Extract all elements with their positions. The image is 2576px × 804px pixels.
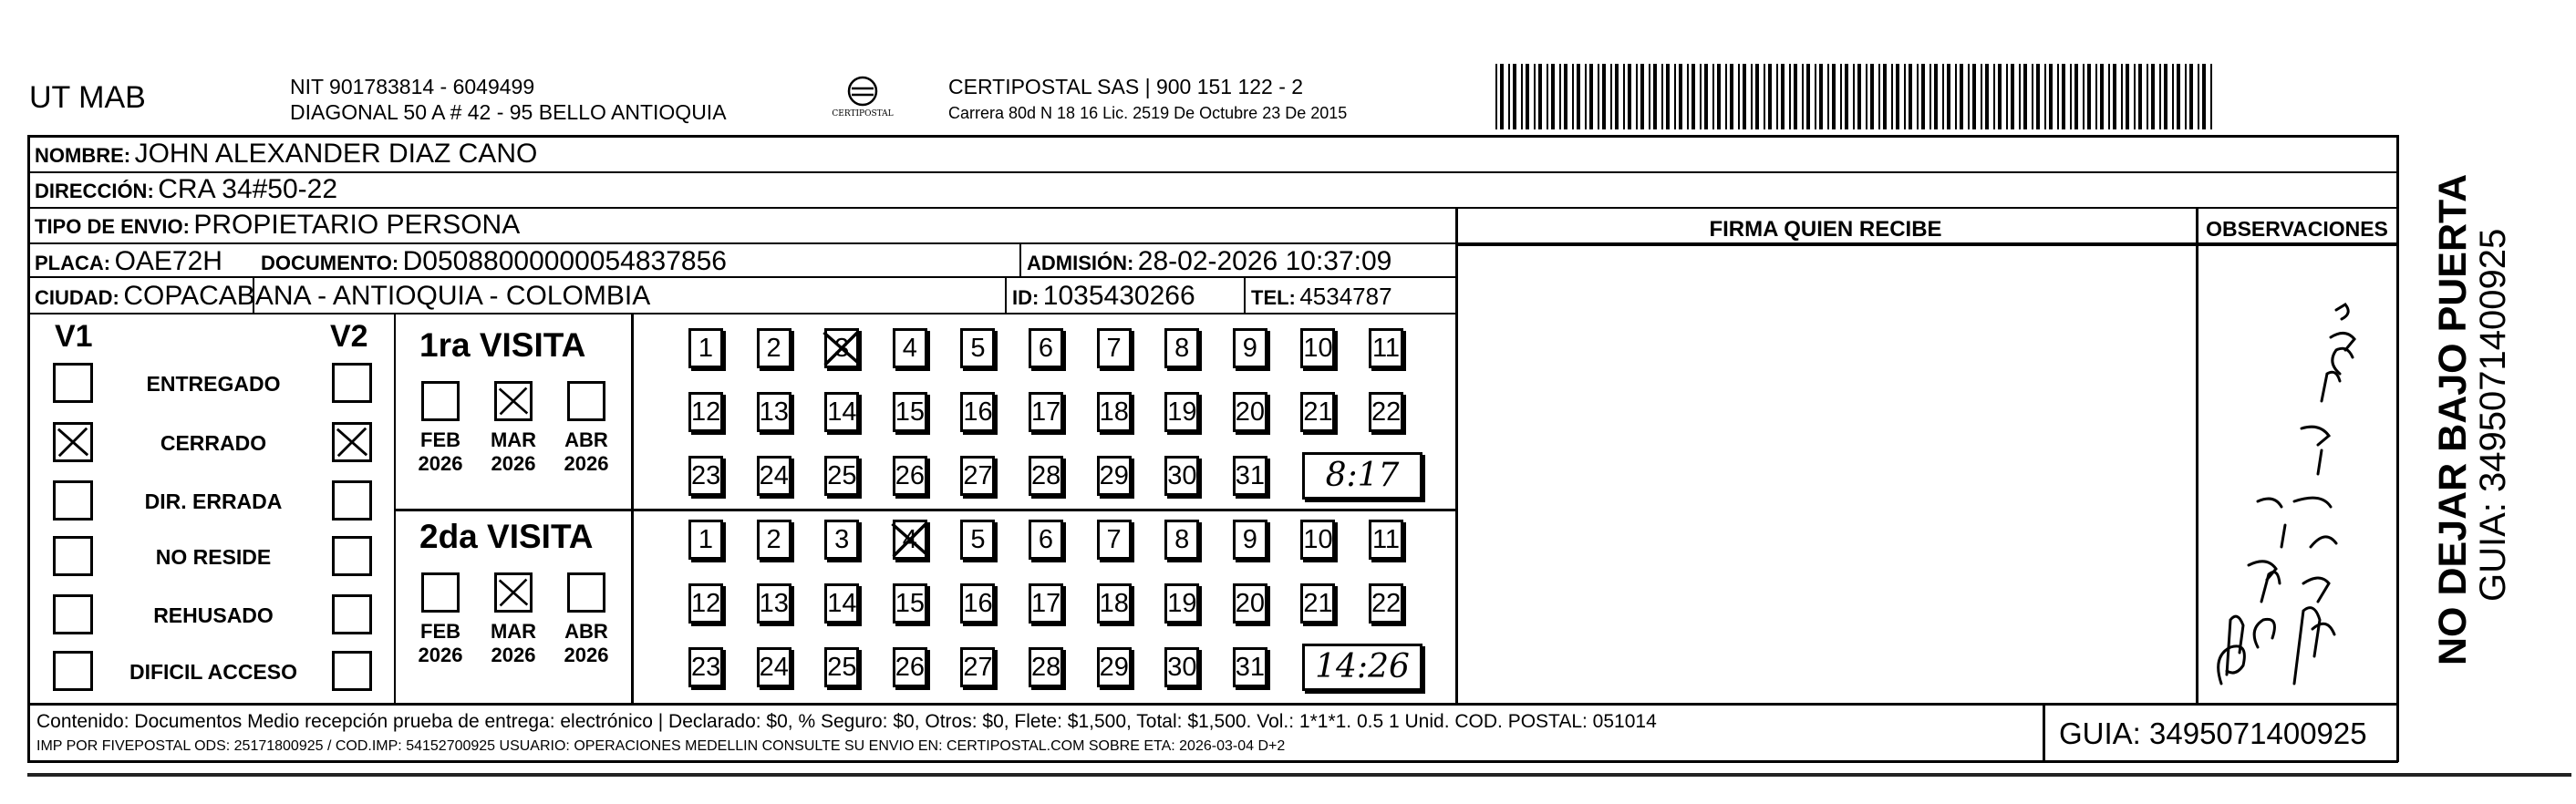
- visit1-year-label: 2026: [564, 452, 609, 475]
- placa-label: PLACA:: [35, 252, 111, 274]
- ciudad-field: [35, 281, 650, 312]
- visit1-day-box[interactable]: 9: [1233, 328, 1267, 368]
- logo-text: CERTIPOSTAL: [832, 109, 894, 119]
- visit1-day-box[interactable]: 26: [893, 456, 927, 496]
- tipo-value: PROPIETARIO PERSONA: [193, 210, 521, 240]
- documento-field: [261, 246, 727, 277]
- visit2-day-box[interactable]: 20: [1233, 583, 1267, 624]
- visit1-day-box[interactable]: 22: [1369, 392, 1403, 432]
- visit2-month-label: ABR: [564, 620, 608, 643]
- visit1-day-box[interactable]: 31: [1233, 456, 1267, 496]
- visit1-day-box[interactable]: 4: [893, 328, 927, 368]
- visit1-day-box[interactable]: 20: [1233, 392, 1267, 432]
- footer-content-line: Contenido: Documentos Medio recepción prueba de entrega: electrónico | Declarado: $0, % Seguro: $0, Otros: $0, Flete: $1,500, Total: $1,500. Vol.: 1*1*1. 0.5 1 Unid. COD. POSTAL: 051014: [36, 711, 1657, 732]
- visit2-day-box[interactable]: 14: [824, 583, 859, 624]
- tel-field: [1251, 283, 1392, 311]
- v1-checkbox[interactable]: [53, 422, 93, 462]
- side-guia: GUIA: 3495071400925: [2473, 228, 2513, 602]
- v1-checkbox[interactable]: [53, 536, 93, 576]
- visit2-day-box[interactable]: 1: [688, 520, 723, 560]
- v2-checkbox[interactable]: [332, 422, 372, 462]
- visit1-day-box[interactable]: 21: [1300, 392, 1335, 432]
- v2-checkbox[interactable]: [332, 363, 372, 403]
- v1-checkbox[interactable]: [53, 594, 93, 634]
- visit2-year-label: 2026: [418, 644, 463, 666]
- visit2-day-box[interactable]: 30: [1164, 647, 1199, 687]
- visit1-day-box[interactable]: 16: [960, 392, 995, 432]
- visit1-day-box[interactable]: 1: [688, 328, 723, 368]
- v2-checkbox[interactable]: [332, 480, 372, 521]
- visit2-day-box[interactable]: 12: [688, 583, 723, 624]
- visit2-day-box[interactable]: 9: [1233, 520, 1267, 560]
- visit2-day-box[interactable]: 22: [1369, 583, 1403, 624]
- visit2-month-checkbox[interactable]: [421, 572, 460, 613]
- visit1-month-checkbox[interactable]: [494, 381, 533, 421]
- visit1-day-box[interactable]: 10: [1300, 328, 1335, 368]
- id-label: ID:: [1012, 286, 1040, 309]
- visit1-day-box[interactable]: 8: [1164, 328, 1199, 368]
- visit1-day-box[interactable]: 11: [1369, 328, 1403, 368]
- direccion-label: DIRECCIÓN:: [35, 180, 154, 202]
- sender-name: UT MAB: [29, 80, 146, 115]
- ciudad-label: CIUDAD:: [35, 286, 119, 309]
- status-label: CERRADO: [160, 431, 267, 455]
- nombre-value: JOHN ALEXANDER DIAZ CANO: [134, 139, 538, 169]
- visit1-day-box[interactable]: 15: [893, 392, 927, 432]
- visit1-day-box[interactable]: 25: [824, 456, 859, 496]
- visit2-day-box[interactable]: 6: [1029, 520, 1063, 560]
- admision-field: [1027, 246, 1391, 277]
- visit2-time-handwritten: 14:26: [1315, 648, 1410, 685]
- visit1-day-box[interactable]: 3: [824, 328, 859, 368]
- footer-print-line: IMP POR FIVEPOSTAL ODS: 25171800925 / COD.IMP: 54152700925 USUARIO: OPERACIONES MEDELLIN CONSULTE SU ENVIO EN: CERTIPOSTAL.COM SOBRE ETA: 2026-03-04 D+2: [36, 738, 1286, 754]
- visit2-day-box[interactable]: 23: [688, 647, 723, 687]
- visit1-day-box[interactable]: 2: [757, 328, 791, 368]
- placa-field: [35, 246, 222, 277]
- visit2-day-box[interactable]: 5: [960, 520, 995, 560]
- id-field: [1012, 281, 1195, 312]
- side-warning: NO DEJAR BAJO PUERTA: [2431, 173, 2475, 665]
- direccion-row: [35, 174, 337, 205]
- visit1-year-label: 2026: [491, 452, 536, 475]
- visit2-day-box[interactable]: 29: [1097, 647, 1132, 687]
- tipo-label: TIPO DE ENVIO:: [35, 215, 190, 238]
- admision-value: 28-02-2026 10:37:09: [1137, 246, 1392, 276]
- visit1-month-checkbox[interactable]: [421, 381, 460, 421]
- visit2-day-box[interactable]: 31: [1233, 647, 1267, 687]
- footer-guia: GUIA: 3495071400925: [2059, 716, 2367, 750]
- visit2-day-box[interactable]: 16: [960, 583, 995, 624]
- visit1-day-box[interactable]: 27: [960, 456, 995, 496]
- company-name: CERTIPOSTAL SAS | 900 151 122 - 2: [948, 75, 1304, 98]
- tel-value: 4534787: [1299, 283, 1392, 310]
- visit1-month-label: ABR: [564, 428, 608, 451]
- nombre-row: [35, 139, 537, 170]
- visit2-title: 2da VISITA: [419, 518, 594, 555]
- v2-checkbox[interactable]: [332, 536, 372, 576]
- status-label: NO RESIDE: [155, 545, 272, 569]
- visit1-day-box[interactable]: 7: [1097, 328, 1132, 368]
- visit1-day-box[interactable]: 29: [1097, 456, 1132, 496]
- v1-checkbox[interactable]: [53, 363, 93, 403]
- visit1-time-box[interactable]: [1302, 452, 1422, 500]
- visit1-day-box[interactable]: 19: [1164, 392, 1199, 432]
- visit2-day-box[interactable]: 24: [757, 647, 791, 687]
- v2-heading: V2: [330, 319, 368, 354]
- v1-checkbox[interactable]: [53, 651, 93, 691]
- visit2-day-box[interactable]: 28: [1029, 647, 1063, 687]
- visit2-time-box[interactable]: [1302, 644, 1422, 691]
- visit1-day-box[interactable]: 23: [688, 456, 723, 496]
- visit1-month-checkbox[interactable]: [567, 381, 605, 421]
- visit2-day-box[interactable]: 8: [1164, 520, 1199, 560]
- tel-label: TEL:: [1251, 286, 1296, 309]
- visit1-day-box[interactable]: 13: [757, 392, 791, 432]
- visit1-month-label: MAR: [490, 428, 537, 451]
- visit1-day-box[interactable]: 14: [824, 392, 859, 432]
- ciudad-value: COPACABANA - ANTIOQUIA - COLOMBIA: [123, 281, 651, 311]
- status-label: ENTREGADO: [146, 372, 281, 396]
- sender-address: DIAGONAL 50 A # 42 - 95 BELLO ANTIOQUIA: [290, 100, 727, 124]
- v1-heading: V1: [55, 319, 93, 354]
- visit2-day-box[interactable]: 10: [1300, 520, 1335, 560]
- visit2-day-box[interactable]: 13: [757, 583, 791, 624]
- visit2-day-box[interactable]: 4: [893, 520, 927, 560]
- visit1-day-box[interactable]: 30: [1164, 456, 1199, 496]
- status-label: REHUSADO: [153, 603, 274, 627]
- visit2-day-box[interactable]: 26: [893, 647, 927, 687]
- visit1-month-label: FEB: [420, 428, 460, 451]
- tipo-row: [35, 210, 520, 241]
- visit1-time-handwritten: 8:17: [1325, 457, 1400, 494]
- visit2-day-box[interactable]: 18: [1097, 583, 1132, 624]
- certipostal-logo: [830, 73, 895, 124]
- firma-label: FIRMA QUIEN RECIBE: [1709, 217, 1942, 242]
- visit2-day-box[interactable]: 27: [960, 647, 995, 687]
- visit1-day-box[interactable]: 17: [1029, 392, 1063, 432]
- v1-checkbox[interactable]: [53, 480, 93, 521]
- visit1-day-box[interactable]: 18: [1097, 392, 1132, 432]
- visit2-day-box[interactable]: 7: [1097, 520, 1132, 560]
- observaciones-label: OBSERVACIONES: [2206, 217, 2388, 241]
- visit1-day-box[interactable]: 6: [1029, 328, 1063, 368]
- visit2-day-box[interactable]: 21: [1300, 583, 1335, 624]
- visit2-day-box[interactable]: 17: [1029, 583, 1063, 624]
- visit1-year-label: 2026: [418, 452, 463, 475]
- visit1-day-box[interactable]: 5: [960, 328, 995, 368]
- direccion-value: CRA 34#50-22: [158, 174, 338, 204]
- documento-value: D05088000000054837856: [402, 246, 727, 276]
- observaciones-handwriting: [2203, 273, 2385, 697]
- status-label: DIR. ERRADA: [144, 490, 283, 513]
- nombre-label: NOMBRE:: [35, 144, 131, 167]
- status-label: DIFICIL ACCESO: [129, 660, 297, 684]
- visit2-month-checkbox[interactable]: [567, 572, 605, 613]
- visit2-day-box[interactable]: 2: [757, 520, 791, 560]
- v2-checkbox[interactable]: [332, 594, 372, 634]
- company-license: Carrera 80d N 18 16 Lic. 2519 De Octubre 23 De 2015: [948, 104, 1348, 122]
- visit1-day-box[interactable]: 24: [757, 456, 791, 496]
- visit2-month-checkbox[interactable]: [494, 572, 533, 613]
- id-value: 1035430266: [1042, 281, 1195, 311]
- visit2-day-box[interactable]: 25: [824, 647, 859, 687]
- documento-label: DOCUMENTO:: [261, 252, 399, 274]
- visit2-year-label: 2026: [491, 644, 536, 666]
- visit1-title: 1ra VISITA: [419, 326, 586, 364]
- visit1-day-box[interactable]: 12: [688, 392, 723, 432]
- visit2-year-label: 2026: [564, 644, 609, 666]
- v2-checkbox[interactable]: [332, 651, 372, 691]
- visit2-day-box[interactable]: 15: [893, 583, 927, 624]
- visit2-day-box[interactable]: 3: [824, 520, 859, 560]
- admision-label: ADMISIÓN:: [1027, 252, 1134, 274]
- visit2-month-label: MAR: [490, 620, 537, 643]
- visit1-day-box[interactable]: 28: [1029, 456, 1063, 496]
- visit2-month-label: FEB: [420, 620, 460, 643]
- visit2-day-box[interactable]: 19: [1164, 583, 1199, 624]
- visit2-day-box[interactable]: 11: [1369, 520, 1403, 560]
- placa-value: OAE72H: [114, 246, 222, 276]
- sender-nit: NIT 901783814 - 6049499: [290, 75, 535, 98]
- barcode: [1495, 64, 2225, 129]
